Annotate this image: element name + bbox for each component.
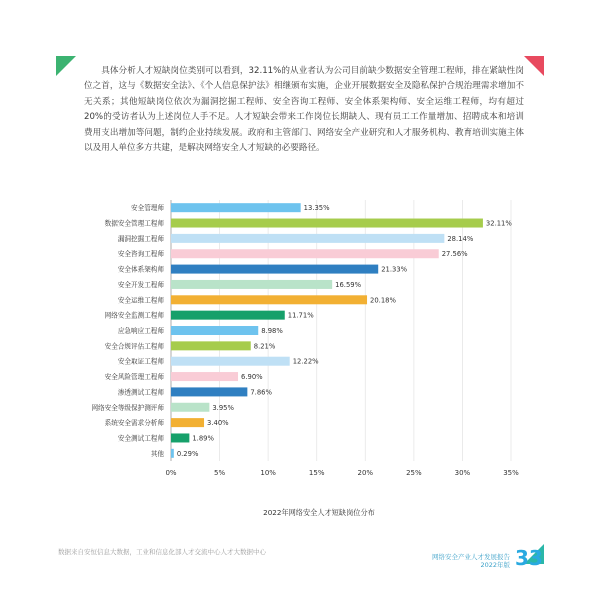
category-label: 安全运维工程师 (117, 296, 164, 305)
value-label: 20.18% (370, 296, 396, 305)
body-paragraph: 具体分析人才短缺岗位类别可以看到，32.11%的从业者认为公司目前缺少数据安全管理工程师，排在紧缺性岗位之首，这与《数据安全法》、《个人信息保护法》相继颁布实施，企业开展数据安全及隐私保护合规治理需求增加不无关系；其他短缺岗位依次为漏洞挖掘工程师、安全咨询工程师、安全体系架构师、安全运维工程师，均有超过20%的受访者认为上述岗位人手不足。人才短缺会带来工作岗位长期缺人、现有员工工作量增加、招聘成本和培训费用支出增加等问题，制约企业持续发展。政府和主管部门、网络安全产业研究和人才服务机构、教育培训实施主体以及用人单位多方共建，是解决网络安全人才短缺的必要路径。 (84, 66, 524, 154)
value-label: 3.40% (207, 419, 229, 428)
bar (171, 433, 189, 442)
value-label: 8.21% (253, 342, 276, 351)
x-tick-label: 0% (165, 469, 177, 477)
value-label: 16.59% (335, 280, 362, 289)
category-label: 安全测试工程师 (117, 434, 164, 443)
report-title: 网络安全产业人才发展报告 (432, 553, 510, 561)
bar (171, 234, 444, 243)
value-label: 27.56% (441, 250, 468, 259)
report-year: 2022年版 (480, 561, 510, 569)
x-tick-label: 30% (454, 469, 471, 477)
category-label: 数据安全管理工程师 (104, 219, 164, 228)
data-source-note: 数据来自安恒信息大数据，工业和信息化部人才交流中心人才大数据中心 (58, 548, 266, 556)
value-label: 0.29% (176, 449, 199, 458)
value-label: 28.14% (447, 234, 474, 243)
value-label: 1.89% (192, 434, 214, 443)
value-label: 7.86% (250, 388, 272, 397)
category-label: 网络安全监测工程师 (104, 311, 164, 320)
category-label: 其他 (150, 449, 164, 458)
x-tick-label: 15% (308, 469, 325, 477)
page-number: 33 (515, 546, 543, 570)
value-label: 11.71% (287, 311, 314, 320)
category-label: 安全合规评估工程师 (104, 342, 164, 351)
category-label: 安全咨询工程师 (117, 250, 164, 259)
value-label: 3.95% (212, 403, 234, 412)
bar (171, 326, 258, 335)
category-label: 系统安全需求分析师 (104, 419, 164, 428)
bar (171, 219, 483, 228)
bar (171, 418, 204, 427)
bar (171, 372, 238, 381)
bar (171, 265, 378, 274)
bar (171, 311, 285, 320)
category-label: 安全管理师 (131, 204, 164, 213)
category-label: 安全取证工程师 (117, 357, 164, 366)
category-label: 安全风险管理工程师 (104, 373, 164, 382)
value-label: 6.90% (241, 373, 263, 382)
x-tick-label: 20% (357, 469, 374, 477)
bar (171, 295, 367, 304)
category-label: 应急响应工程师 (117, 327, 164, 335)
category-label: 安全开发工程师 (117, 280, 164, 289)
value-label: 13.35% (303, 204, 330, 213)
bar (171, 357, 290, 366)
bar (171, 387, 247, 396)
category-label: 安全体系架构师 (117, 265, 164, 274)
x-tick-label: 25% (406, 469, 422, 477)
category-label: 渗透测试工程师 (117, 388, 164, 397)
bar (171, 403, 209, 412)
x-tick-label: 10% (260, 469, 276, 477)
category-label: 漏洞挖掘工程师 (117, 234, 164, 243)
value-label: 21.33% (381, 265, 408, 274)
bar (171, 203, 301, 212)
bar (171, 280, 332, 289)
value-label: 32.11% (485, 219, 512, 228)
bar (171, 341, 251, 350)
x-tick-label: 35% (503, 469, 519, 477)
value-label: 8.98% (261, 327, 283, 335)
report-title-block (432, 553, 510, 569)
bar (171, 449, 174, 458)
x-tick-label: 5% (214, 469, 226, 477)
category-label: 网络安全等级保护测评师 (91, 403, 164, 412)
chart-title: 2022年网络安全人才短缺岗位分布 (263, 508, 375, 517)
value-label: 12.22% (292, 357, 319, 366)
bar (171, 249, 439, 258)
